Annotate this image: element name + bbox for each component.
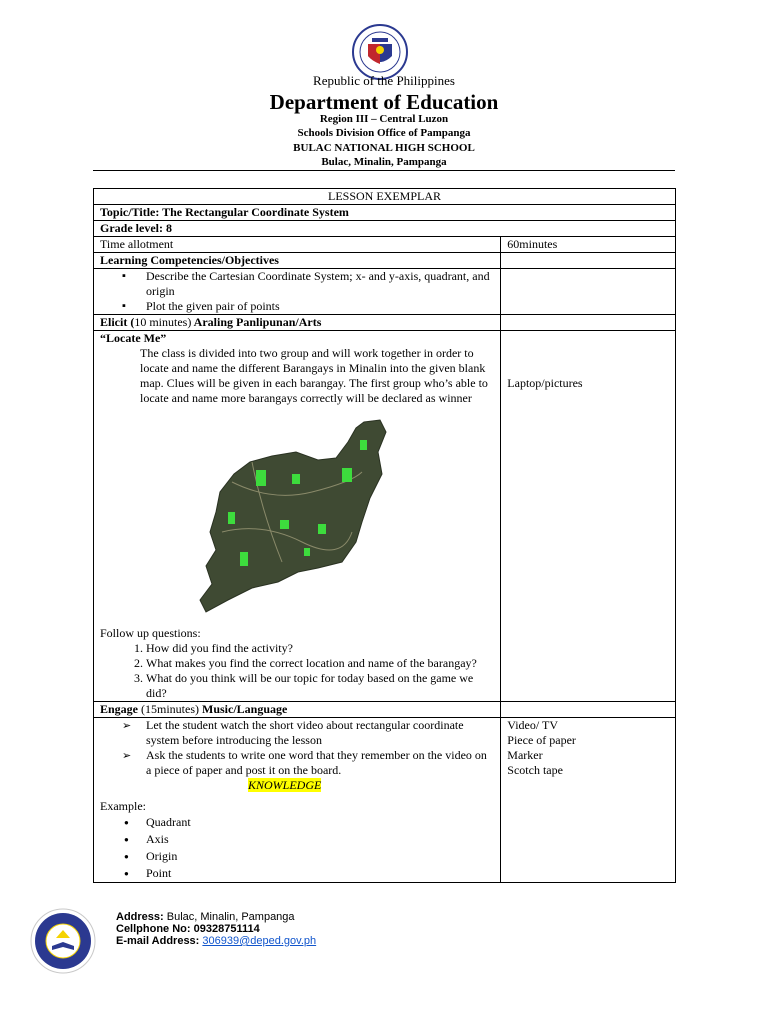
- topic-row: Topic/Title: The Rectangular Coordinate System: [94, 205, 676, 221]
- header-region: Region III – Central Luzon: [319, 113, 449, 125]
- footer-email: [116, 935, 316, 947]
- grade-row: Grade level: 8: [94, 221, 676, 237]
- footer-email-label: E-mail Address:: [116, 935, 200, 947]
- minalin-satellite-map-image: [192, 412, 392, 618]
- elicit-materials: Laptop/pictures: [507, 376, 583, 390]
- elicit-subject: Araling Panlipunan/Arts: [191, 315, 322, 329]
- engage-step: ➢ Let the student watch the short video about rectangular coordinate system before introducing the lesson: [146, 718, 494, 748]
- map-container: [100, 406, 494, 626]
- engage-cell: [94, 718, 501, 883]
- header-division: Schools Division Office of Pampanga: [297, 127, 471, 139]
- objective-item: ▪ Plot the given pair of points: [146, 299, 494, 314]
- objective-item: ▪ Describe the Cartesian Coordinate System; x- and y-axis, quadrant, and origin: [146, 269, 494, 299]
- activity-title: “Locate Me”: [100, 331, 167, 345]
- followup-label: Follow up questions:: [100, 626, 201, 640]
- footer-phone-label: Cellphone No:: [116, 923, 191, 935]
- material-item: Marker: [507, 748, 543, 762]
- school-seal-logo: [30, 908, 96, 974]
- elicit-heading-right: [501, 315, 676, 331]
- lesson-title: LESSON EXEMPLAR: [94, 189, 676, 205]
- engage-heading-right: [501, 702, 676, 718]
- objectives-cell: [94, 269, 501, 315]
- footer-email-link[interactable]: 306939@deped.gov.ph: [202, 935, 317, 947]
- engage-word: Engage: [100, 702, 139, 716]
- elicit-cell: [94, 331, 501, 702]
- elicit-materials-cell: [501, 331, 676, 702]
- followup-question: 2. What makes you find the correct location and name of the barangay?: [146, 656, 494, 671]
- followup-question: 1. How did you find the activity?: [146, 641, 494, 656]
- example-item: ● Quadrant: [146, 814, 494, 831]
- time-allotment-label: Time allotment: [94, 237, 501, 253]
- example-item: ● Axis: [146, 831, 494, 848]
- objectives-label: Learning Competencies/Objectives: [94, 253, 501, 269]
- engage-step: ➢ Ask the students to write one word that they remember on the video on a piece of paper and post it on the board.: [146, 748, 494, 778]
- objectives-list: [100, 269, 494, 314]
- elicit-word: Elicit (: [100, 315, 135, 329]
- material-item: Piece of paper: [507, 733, 576, 747]
- objectives-right-cell: [501, 269, 676, 315]
- material-item: Scotch tape: [507, 763, 563, 777]
- footer-phone: [116, 923, 260, 935]
- engage-steps: [100, 718, 494, 778]
- deped-seal-logo: [352, 24, 408, 80]
- engage-subject: Music/Language: [199, 702, 288, 716]
- objectives-label-right: [501, 253, 676, 269]
- elicit-heading: [94, 315, 501, 331]
- engage-heading: [94, 702, 501, 718]
- engage-duration: (15minutes): [138, 702, 200, 716]
- time-allotment-value: 60minutes: [501, 237, 676, 253]
- header-address: Bulac, Minalin, Pampanga: [321, 156, 447, 168]
- example-item: ● Origin: [146, 848, 494, 865]
- elicit-duration: 10 minutes): [134, 315, 192, 329]
- footer-phone-value: 09328751114: [190, 923, 260, 935]
- header-republic: Republic of the Philippines: [313, 73, 455, 88]
- example-label: Example:: [100, 799, 146, 813]
- footer-address: [116, 911, 295, 923]
- material-item: Video/ TV: [507, 718, 558, 732]
- engage-materials-cell: [501, 718, 676, 883]
- example-item: ● Point: [146, 865, 494, 882]
- followup-question: 3. What do you think will be our topic for today based on the game we did?: [146, 671, 494, 701]
- followup-questions: [100, 641, 494, 701]
- header-department: Department of Education: [269, 90, 499, 114]
- header-divider: [93, 170, 675, 171]
- footer-address-value: Bulac, Minalin, Pampanga: [163, 911, 295, 923]
- highlight-word: KNOWLEDGE: [248, 778, 322, 792]
- header-school: BULAC NATIONAL HIGH SCHOOL: [293, 142, 475, 154]
- example-list: [100, 814, 494, 882]
- lesson-exemplar-table: [93, 188, 676, 883]
- footer-address-label: Address:: [116, 911, 164, 923]
- activity-description: The class is divided into two group and will work together in order to locate and name the different Barangays in Minalin into the given blank map. Clues will be given in each barangay. The first group who’s able to locate and name more barangays correctly will be declared as winner: [140, 346, 488, 405]
